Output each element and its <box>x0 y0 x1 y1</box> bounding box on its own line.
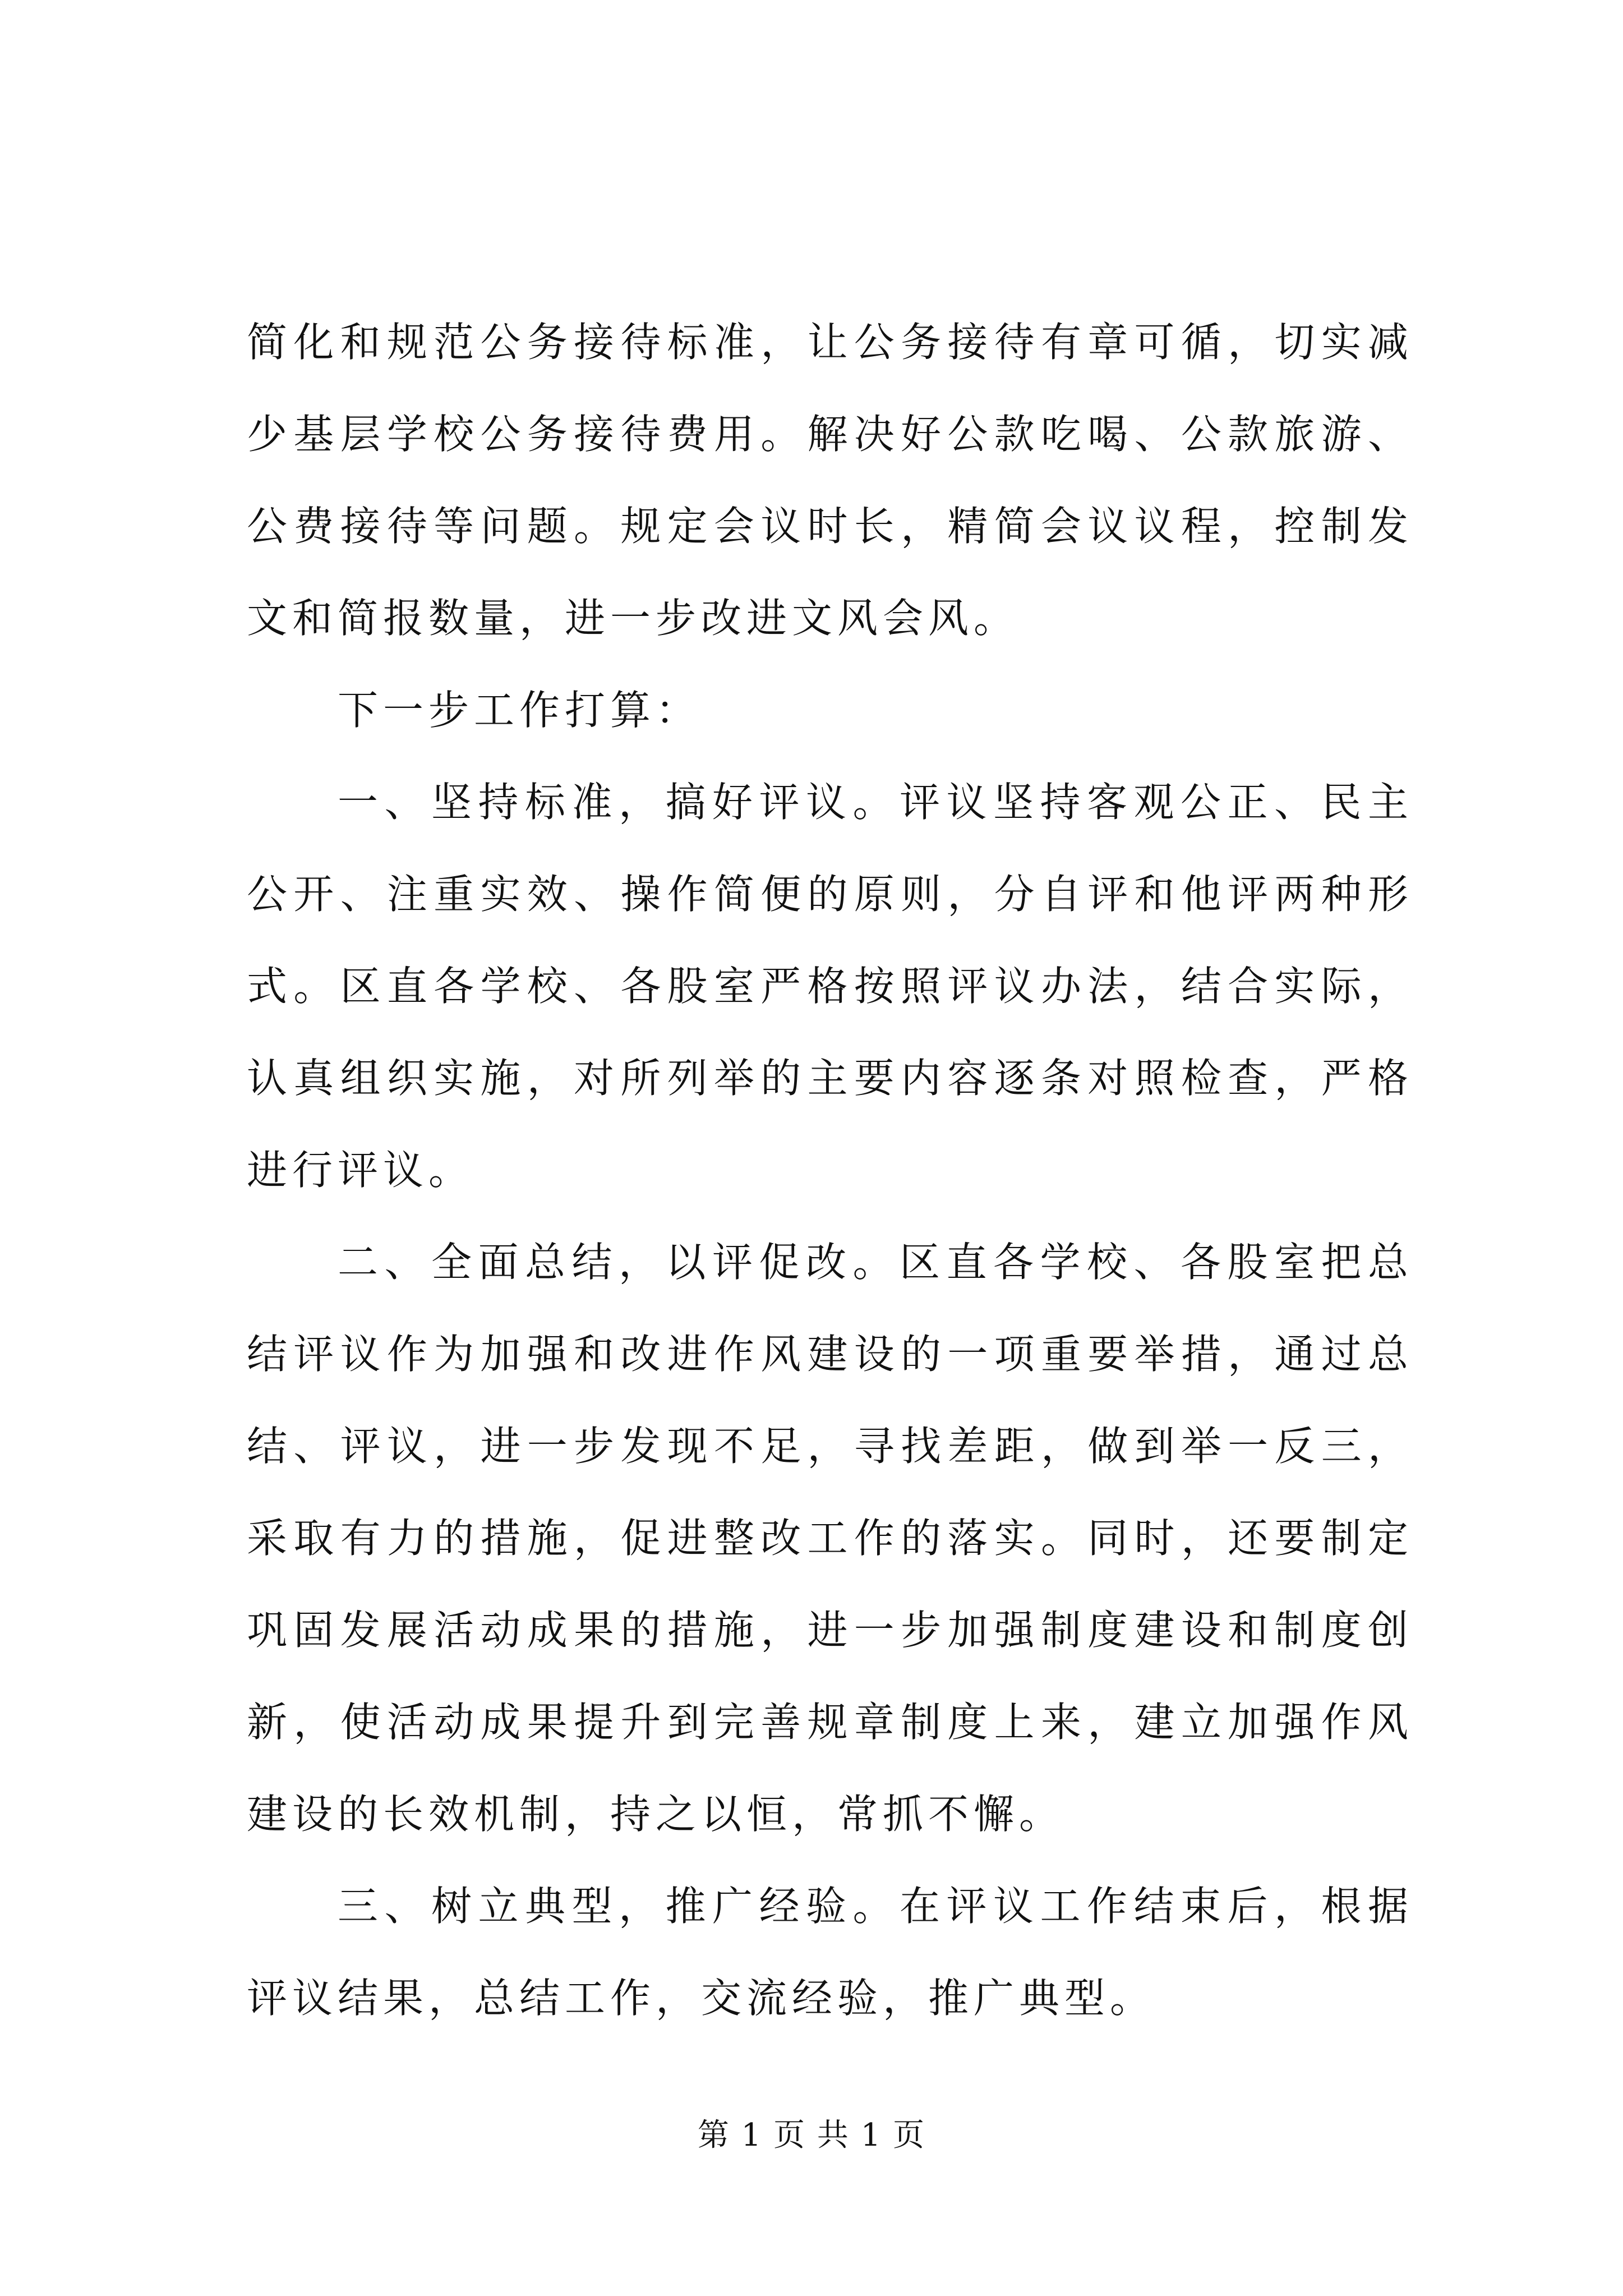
paragraph-continuation: 简化和规范公务接待标准，让公务接待有章可循，切实减少基层学校公务接待费用。解决好公款吃喝、公款旅游、公费接待等问题。规定会议时长，精简会议议程，控制发文和简报数量，进一步改进文风会风。 <box>247 319 1413 642</box>
paragraph-item-one: 一、坚持标准，搞好评议。评议坚持客观公正、民主公开、注重实效、操作简便的原则，分自评和他评两种形式。区直各学校、各股室严格按照评议办法，结合实际，认真组织实施，对所列举的主要内容逐条对照检查，严格进行评议。 <box>247 779 1413 1194</box>
paragraph-item-three: 三、树立典型，推广经验。在评议工作结束后，根据评议结果，总结工作，交流经验，推广典型。 <box>247 1883 1413 2022</box>
paragraph-item-two: 二、全面总结，以评促改。区直各学校、各股室把总结评议作为加强和改进作风建设的一项重要举措，通过总结、评议，进一步发现不足，寻找差距，做到举一反三，采取有力的措施，促进整改工作的落实。同时，还要制定巩固发展活动成果的措施，进一步加强制度建设和制度创新，使活动成果提升到完善规章制度上来，建立加强作风建设的长效机制，持之以恒，常抓不懈。 <box>247 1239 1413 1838</box>
document-body <box>247 296 1413 2044</box>
page-footer <box>0 2116 1623 2155</box>
paragraph-next-steps-heading: 下一步工作打算： <box>338 687 702 734</box>
page-number-label: 第 1 页 共 1 页 <box>697 2117 926 2154</box>
